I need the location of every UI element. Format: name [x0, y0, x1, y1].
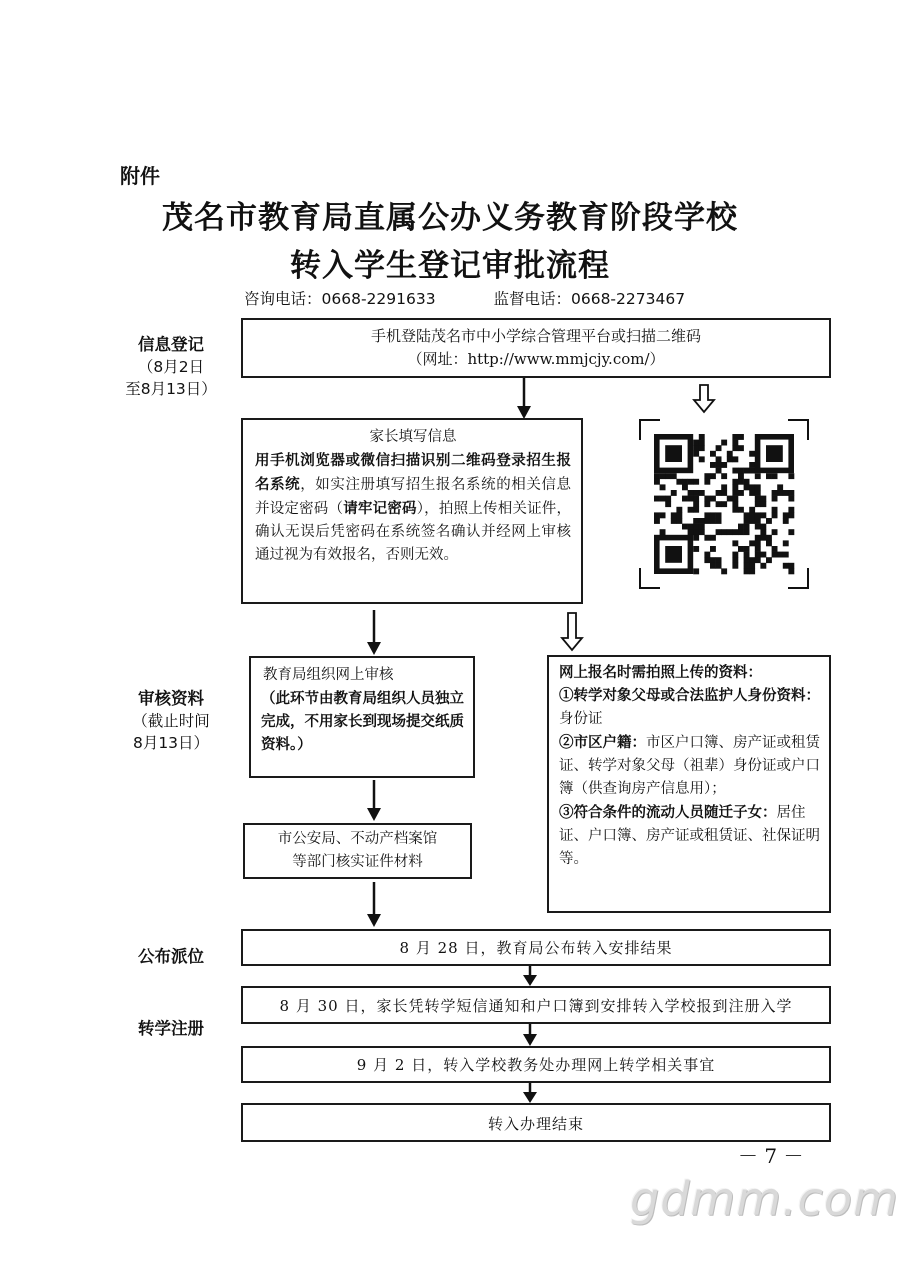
- solid-down-arrow-icon: [364, 882, 384, 928]
- stage-review: [108, 688, 234, 754]
- parent-fill-mid: ，如实注册填写招生报名系统的相关信息并设定密码（: [255, 477, 572, 517]
- watermark-logo: gdmm.com: [630, 1172, 899, 1226]
- parent-fill-bold-2: 请牢记密码: [343, 500, 417, 517]
- solid-down-arrow-icon: [364, 610, 384, 656]
- online-review-heading: 教育局组织网上审核: [263, 667, 394, 683]
- verify-box: [243, 823, 472, 879]
- hollow-down-arrow-icon: [692, 384, 716, 414]
- materials-item-1: [559, 684, 821, 731]
- solid-down-arrow-icon: [520, 1024, 540, 1046]
- report-text: 8 月 30 日，家长凭转学短信通知和户口簿到安排转入学校报到注册入学: [279, 997, 793, 1015]
- solid-down-arrow-icon: [520, 966, 540, 986]
- solid-down-arrow-icon: [364, 780, 384, 822]
- consult-label: 咨询电话：: [244, 290, 322, 308]
- consult-phone: 0668-2291633: [321, 290, 436, 308]
- stage-review-date-1: （截止时间: [132, 712, 210, 730]
- online-review-box: [249, 656, 475, 778]
- stage-transfer-title: 转学注册: [138, 1019, 204, 1038]
- report-box: [241, 986, 831, 1024]
- stage-review-title: 审核资料: [138, 689, 204, 708]
- parent-fill-box: [241, 418, 583, 604]
- materials-item-1-title: ①转学对象父母或合法监护人身份资料：: [559, 687, 820, 704]
- materials-item-2-text: 市区户口簿、房产证或租赁证、转学对象父母（祖辈）身份证或户口簿（供查询房产信息用）；: [559, 735, 820, 797]
- supervise-label: 监督电话：: [493, 290, 571, 308]
- materials-box: [547, 655, 831, 913]
- parent-fill-end: ），拍照上传相关证件，确认无误后凭密码在系统签名确认并经网上审核通过视为有效报名，否则无效。: [255, 501, 572, 563]
- stage-review-date-2: 8月13日）: [132, 734, 210, 752]
- supervise-phone: 0668-2273467: [570, 290, 686, 308]
- stage-registration-title: 信息登记: [138, 335, 204, 354]
- verify-line-1: 市公安局、不动产档案馆: [277, 831, 438, 847]
- login-step-line-1: 手机登陆茂名市中小学综合管理平台或扫描二维码: [370, 327, 701, 345]
- stage-publish: [108, 946, 234, 968]
- materials-item-3: [559, 801, 821, 871]
- parent-fill-heading: 家长填写信息: [369, 429, 457, 445]
- login-step-box: [241, 318, 831, 378]
- hollow-down-arrow-icon: [560, 612, 584, 652]
- parent-fill-body: [255, 449, 571, 567]
- online-transfer-box: [241, 1046, 831, 1083]
- materials-item-2-title: ②市区户籍：: [559, 734, 646, 751]
- solid-down-arrow-icon: [520, 1083, 540, 1103]
- login-step-url: （网址：http://www.mmjcjy.com/）: [407, 350, 665, 368]
- parent-fill-bold: 用手机浏览器或微信扫描识别二维码登录招生报名系统: [255, 452, 571, 493]
- page-number: － 7 －: [738, 1144, 804, 1168]
- stage-registration: [108, 334, 234, 400]
- attachment-label: 附件: [120, 164, 160, 188]
- title-line-1: 茂名市教育局直属公办义务教育阶段学校: [162, 200, 738, 236]
- materials-item-3-text: 居住证、户口簿、房产证或租赁证、社保证明等。: [559, 805, 820, 867]
- finish-text: 转入办理结束: [487, 1115, 584, 1133]
- stage-publish-title: 公布派位: [138, 947, 204, 966]
- verify-line-2: 等部门核实证件材料: [292, 854, 423, 870]
- materials-heading: 网上报名时需拍照上传的资料：: [559, 664, 762, 681]
- stage-registration-date-2: 至8月13日）: [125, 380, 217, 398]
- stage-registration-date-1: （8月2日: [137, 358, 205, 376]
- qr-code-icon: [638, 418, 810, 590]
- contact-line: [244, 287, 685, 309]
- online-review-note: （此环节由教育局组织人员独立完成，不用家长到现场提交纸质资料。）: [261, 690, 464, 753]
- stage-transfer: [108, 1018, 234, 1040]
- online-transfer-text: 9 月 2 日，转入学校教务处办理网上转学相关事宜: [356, 1056, 716, 1074]
- announce-box: [241, 929, 831, 966]
- finish-box: [241, 1103, 831, 1142]
- solid-down-arrow-icon: [514, 378, 534, 420]
- materials-item-3-title: ③符合条件的流动人员随迁子女：: [559, 804, 777, 821]
- materials-item-1-text: 身份证: [559, 711, 603, 727]
- materials-item-2: [559, 731, 821, 801]
- title-line-2: 转入学生登记审批流程: [290, 248, 610, 284]
- announce-text: 8 月 28 日，教育局公布转入安排结果: [399, 939, 673, 957]
